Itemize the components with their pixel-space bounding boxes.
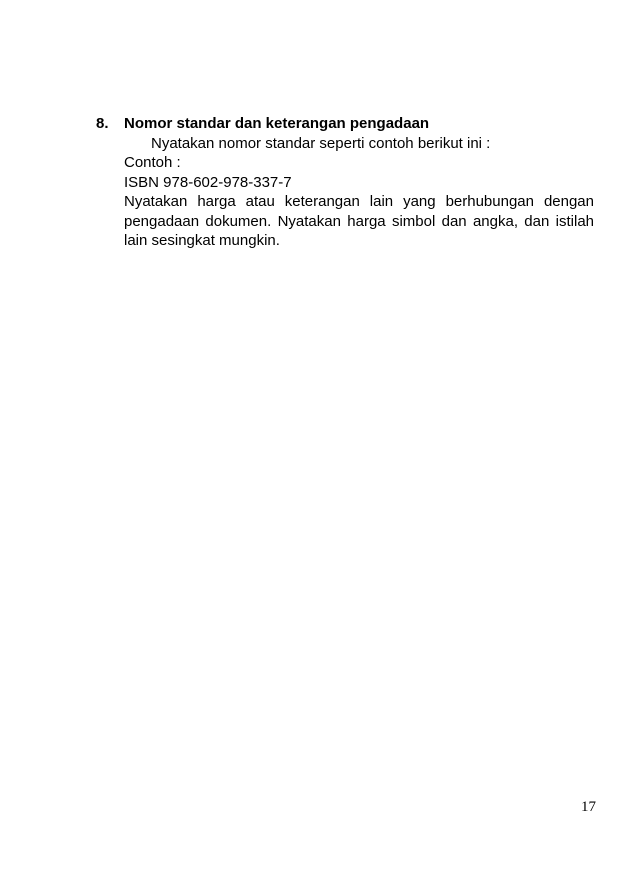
page-number: 17 — [581, 799, 596, 815]
section-number: 8. — [96, 115, 109, 132]
section-title: Nomor standar dan keterangan pengadaan — [124, 115, 430, 132]
example-label: Contoh : — [124, 154, 181, 171]
intro-text: Nyatakan nomor standar seperti contoh berikut ini : — [151, 134, 491, 152]
section-8 — [96, 114, 596, 251]
example-isbn: ISBN 978-602-978-337-7 — [124, 173, 292, 191]
section-heading — [96, 114, 596, 134]
price-paragraph: Nyatakan harga atau keterangan lain yang berhubungan dengan pengadaan dokumen. Nyatakan harga simbol dan angka, dan istilah lain sesingkat mungkin. — [124, 193, 594, 249]
section-body — [124, 134, 594, 251]
